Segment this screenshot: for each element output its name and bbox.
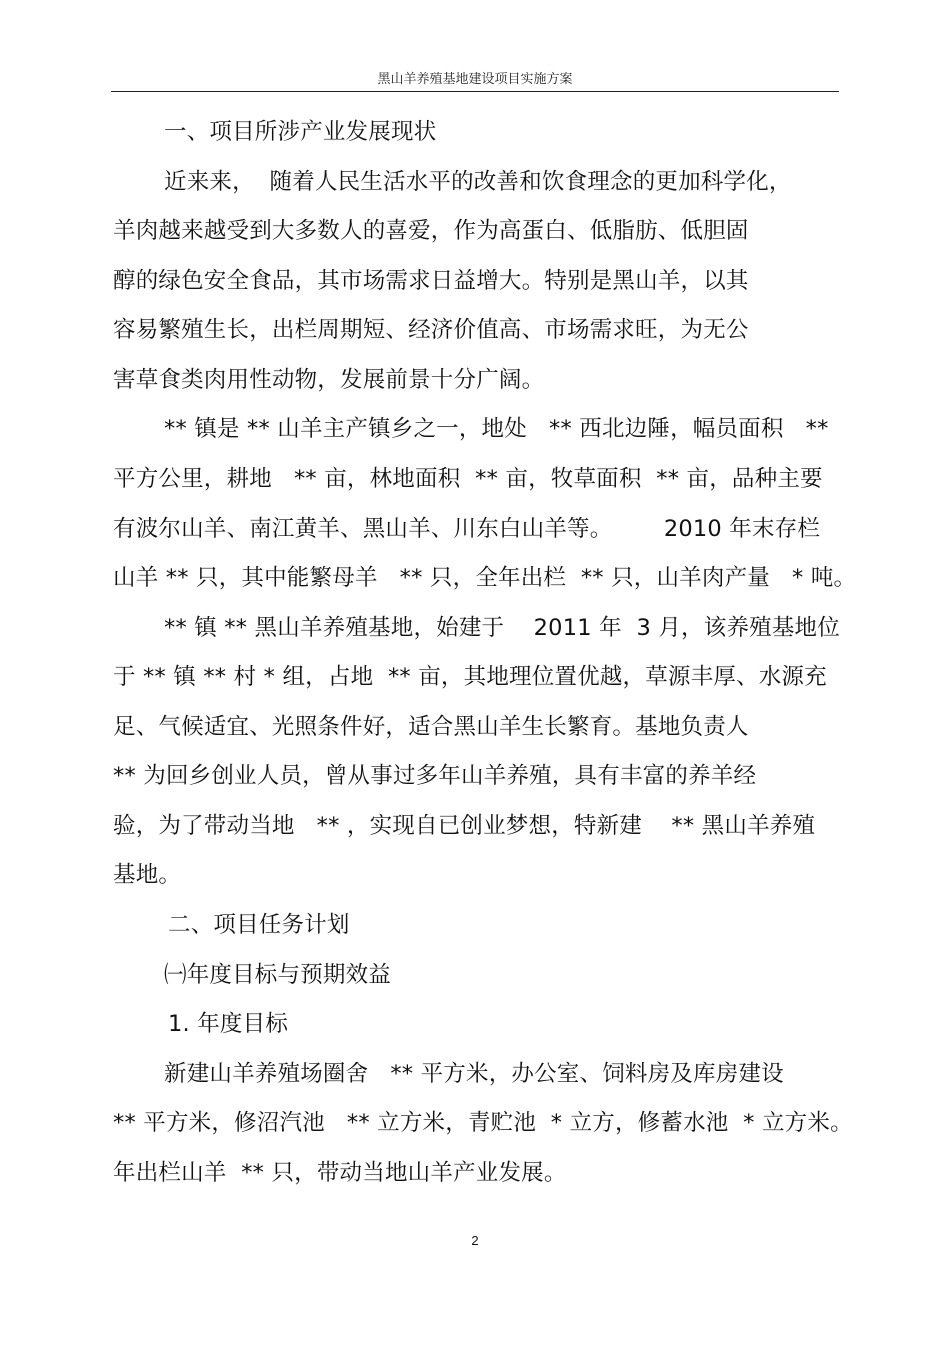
paragraph-line: 有波尔山羊、南江黄羊、黑山羊、川东白山羊等。 2010 年末存栏 [113,516,821,542]
paragraph-line: ** 镇是 ** 山羊主产镇乡之一，地处 ** 西北边陲，幅员面积 ** [164,416,829,442]
section-heading-2: 二、项目任务计划 [168,912,350,938]
page-number: 2 [471,1233,479,1248]
paragraph-line: 平方公里，耕地 ** 亩，林地面积 ** 亩，牧草面积 ** 亩，品种主要 [113,466,823,492]
paragraph-line: ** 镇 ** 黑山羊养殖基地，始建于 2011 年 3 月，该养殖基地位 [164,615,840,641]
paragraph-line: 羊肉越来越受到大多数人的喜爱，作为高蛋白、低脂肪、低胆固 [113,218,749,244]
paragraph-line: 容易繁殖生长，出栏周期短、经济价值高、市场需求旺，为无公 [113,317,749,343]
section-heading-1: 一、项目所涉产业发展现状 [164,119,437,145]
paragraph-line: 新建山羊养殖场圈舍 ** 平方米，办公室、饲料房及库房建设 [164,1061,784,1087]
paragraph-line: 醇的绿色安全食品，其市场需求日益增大。特别是黑山羊，以其 [113,268,749,294]
sub-subsection-heading: 1. 年度目标 [168,1011,289,1037]
running-header: 黑山羊养殖基地建设项目实施方案 [377,72,573,87]
paragraph-line: 足、气候适宜、光照条件好，适合黑山羊生长繁育。基地负责人 [113,714,749,740]
paragraph-line: 近来来， 随着人民生活水平的改善和饮食理念的更加科学化， [164,169,792,195]
subsection-heading: ㈠年度目标与预期效益 [164,962,392,988]
paragraph-line: ** 平方米，修沼汽池 ** 立方米，青贮池 * 立方，修蓄水池 * 立方米。 [113,1110,853,1136]
paragraph-line: 基地。 [113,862,182,888]
paragraph-line: 山羊 ** 只，其中能繁母羊 ** 只，全年出栏 ** 只，山羊肉产量 * 吨。 [113,565,857,591]
paragraph-line: ** 为回乡创业人员，曾从事过多年山羊养殖，具有丰富的养羊经 [113,763,757,789]
paragraph-line: 于 ** 镇 ** 村 * 组，占地 ** 亩，其地理位置优越，草源丰厚、水源充 [113,664,827,690]
paragraph-line: 年出栏山羊 ** 只，带动当地山羊产业发展。 [113,1160,567,1186]
header-rule [111,91,839,92]
paragraph-line: 验，为了带动当地 ** ，实现自已创业梦想，特新建 ** 黑山羊养殖 [113,813,816,839]
paragraph-line: 害草食类肉用性动物，发展前景十分广阔。 [113,367,545,393]
